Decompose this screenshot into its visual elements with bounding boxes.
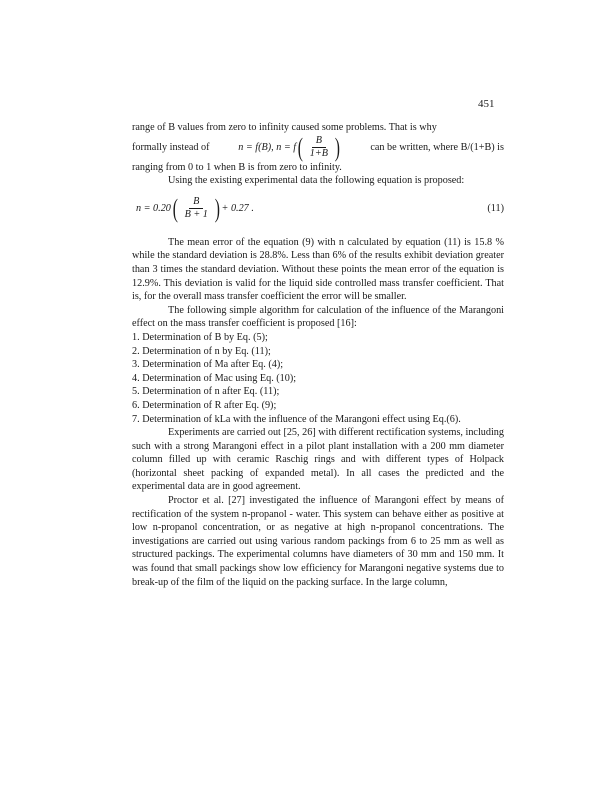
- equation-11: [132, 193, 504, 223]
- formula-trailing-text: can be written, where B/(1+B) is: [370, 141, 504, 153]
- right-paren: ): [334, 132, 340, 162]
- algorithm-step: 2. Determination of n by Eq. (11);: [132, 345, 271, 357]
- page-body: [132, 121, 504, 589]
- equation-11-denominator: B + 1: [184, 209, 208, 221]
- paragraph-1-line-1: range of B values from zero to infinity caused some problems. That is why: [132, 122, 437, 133]
- algorithm-step: 3. Determination of Ma after Eq. (4);: [132, 359, 284, 371]
- inline-formula: [238, 132, 341, 162]
- paragraph-5: Experiments are carried out [25, 26] with different rectification systems, including such with a strong Marangoni effect in a pilot plant installation with a 200 mm diameter column filled up with ceramic Raschig rings and with different types of Holpack (horizontal sheet packing of expanded metal). In all cases the predicted and the experimental data are in good agreement.: [132, 427, 504, 493]
- equation-11-numerator: B: [189, 196, 203, 209]
- page-number: 451: [478, 98, 495, 110]
- equation-11-number: (11): [487, 202, 504, 214]
- right-paren: ): [214, 193, 220, 223]
- inline-formula-lhs: n = f(B), n = f: [238, 141, 297, 153]
- paragraph-4: The following simple algorithm for calculation of the influence of the Marangoni effect on the mass transfer coefficient is proposed [16]:: [132, 304, 504, 330]
- algorithm-step: 5. Determination of n after Eq. (11);: [132, 386, 280, 398]
- equation-11-formula: [136, 193, 254, 223]
- paragraph-2: Using the existing experimental data the following equation is proposed:: [168, 175, 465, 187]
- paragraph-1-line-3: ranging from 0 to 1 when B is from zero to infinity.: [132, 161, 342, 173]
- formula-intro-text: formally instead of: [132, 141, 210, 153]
- inline-fraction-numerator: B: [312, 135, 326, 148]
- paragraph-6: Proctor et al. [27] investigated the influence of Marangoni effect by means of rectification of the system n-propanol - water. This system can behave either as positive at low n-propanol concentration, or as negative at high n-propanol concentrations. The investigations are carried out using various random packings from 6 to 25 mm as well as structured packings. The experimental columns have diameters of 30 mm and 150 mm. It was found that small packings show low efficiency for Marangoni negative systems due to break-up of the film of the liquid on the packing surface. In the large column,: [132, 495, 504, 588]
- inline-fraction-denominator: 1+B: [309, 148, 328, 160]
- equation-11-fraction: [181, 196, 212, 221]
- inline-fraction: [306, 135, 332, 160]
- equation-11-rhs: + 0.27 .: [221, 202, 254, 214]
- equation-11-lhs: n = 0.20: [136, 202, 171, 214]
- paragraph-1-formula-line: [132, 132, 504, 162]
- algorithm-step: 1. Determination of B by Eq. (5);: [132, 331, 268, 343]
- paragraph-3: The mean error of the equation (9) with n calculated by equation (11) is 15.8 % while the standard deviation is 28.8%. Less than 6% of the results exhibit deviation greater than 3 times the standard deviation. Without these points the mean error of the equation is 12.9%. This deviation is valid for the liquid side controlled mass transfer coefficient. That is, for the overall mass transfer coefficient the error will be smaller.: [132, 236, 504, 303]
- algorithm-step: 7. Determination of kLa with the influence of the Marangoni effect using Eq.(6).: [132, 413, 461, 425]
- left-paren: (: [297, 132, 304, 162]
- algorithm-step: 6. Determination of R after Eq. (9);: [132, 399, 277, 411]
- algorithm-steps: [132, 331, 504, 426]
- algorithm-step: 4. Determination of Mac using Eq. (10);: [132, 372, 297, 384]
- left-paren: (: [172, 193, 178, 223]
